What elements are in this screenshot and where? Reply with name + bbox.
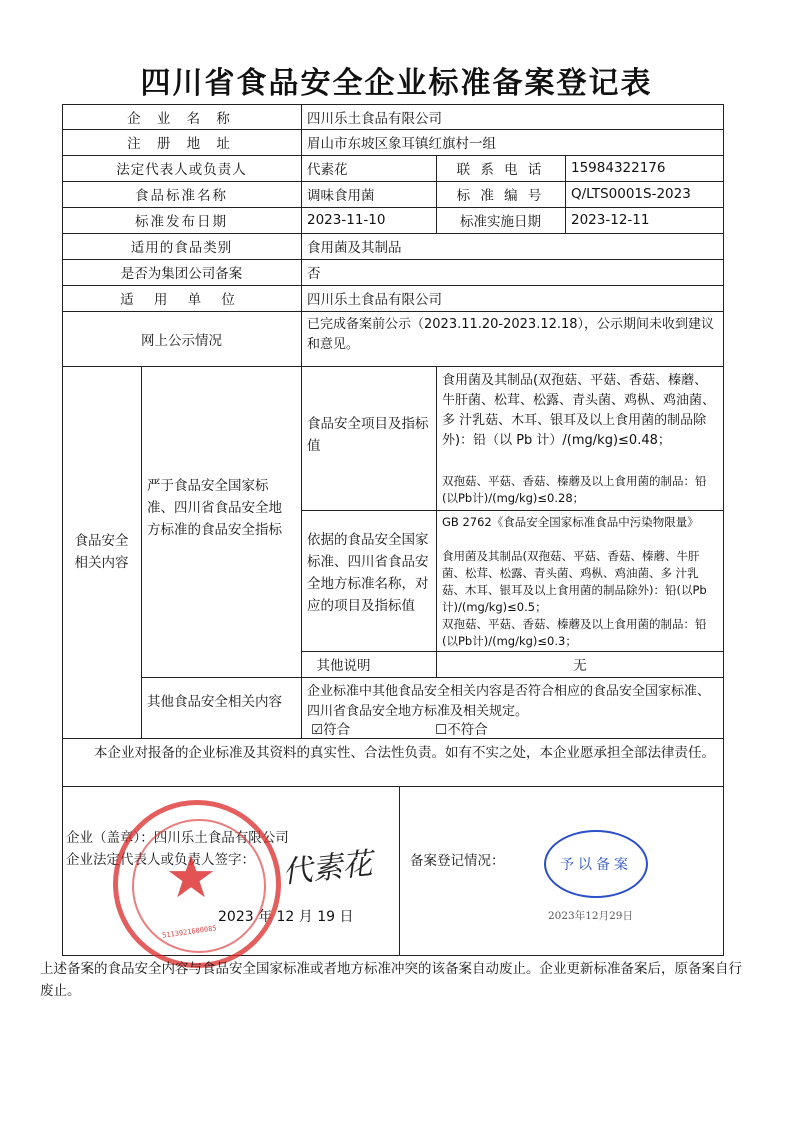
- basis-value-3: 双孢菇、平菇、香菇、榛蘑及以上食用菌的制品：铅(以Pb计)/(mg/kg)≤0.3；: [442, 617, 707, 648]
- page-title: 四川省食品安全企业标准备案登记表: [140, 66, 653, 101]
- publish-date-value: 2023-11-10: [307, 212, 386, 228]
- company-seal-line: 企业（盖章）：四川乐土食品有限公司: [66, 830, 289, 846]
- stamp-code: 5113921600085: [161, 924, 218, 940]
- other-content-label: 其他食品安全相关内容: [147, 694, 282, 710]
- std-no-label: 标 准 编 号: [456, 188, 545, 204]
- unit-label: 适 用 单 位: [120, 292, 243, 308]
- address-value: 眉山市东坡区象耳镇红旗村一组: [307, 136, 496, 152]
- other-note-label: 其他说明: [316, 658, 371, 674]
- basis-value-2: 食用菌及其制品(双孢菇、平菇、香菇、榛蘑、牛肝菌、松茸、松露、青头菌、鸡枞、鸡油菌、多 汁乳菇、木耳、银耳及以上食用菌的制品除外)：铅(以Pb计)/(mg/kg)≤0.5；: [442, 549, 707, 614]
- filing-status-label: 备案登记情况：: [410, 853, 505, 869]
- legal-rep-signature: 代素花: [280, 846, 374, 891]
- basis-label: 依据的食品安全国家标准、四川省食品安全地方标准名称，对应的项目及指标值: [307, 532, 429, 614]
- not-conform-checkbox[interactable]: ☐不符合: [435, 722, 488, 738]
- sign-date: 2023 年 12 月 19 日: [218, 909, 354, 925]
- company-name-label: 企 业 名 称: [127, 110, 236, 127]
- company-name-value: 四川乐土食品有限公司: [307, 110, 442, 127]
- item-label: 食品安全项目及指标值: [307, 416, 429, 454]
- basis-value-1: GB 2762《食品安全国家标准食品中污染物限量》: [442, 515, 699, 529]
- legal-rep-value: 代素花: [307, 162, 348, 178]
- star-icon: ★: [165, 843, 217, 911]
- publicity-label: 网上公示情况: [141, 332, 222, 349]
- safety-section-label: 食品安全相关内容: [74, 533, 129, 571]
- std-name-label: 食品标准名称: [135, 188, 228, 204]
- category-value: 食用菌及其制品: [307, 240, 402, 256]
- std-name-value: 调味食用菌: [307, 188, 375, 204]
- std-no-value: Q/LTS0001S-2023: [571, 186, 691, 202]
- impl-date-label: 标准实施日期: [460, 214, 541, 230]
- declaration-text: 本企业对报备的企业标准及其资料的真实性、合法性负责。如有不实之处，本企业愿承担全部法律责任。: [94, 745, 715, 761]
- group-filing-value: 否: [307, 266, 321, 282]
- group-filing-label: 是否为集团公司备案: [120, 266, 243, 282]
- legal-rep-label: 法定代表人或负责人: [116, 162, 247, 178]
- stricter-label: 严于食品安全国家标准、四川省食品安全地方标准的食品安全指标: [147, 478, 282, 538]
- unit-value: 四川乐土食品有限公司: [307, 292, 442, 308]
- company-seal-stamp: [113, 800, 281, 968]
- filing-date: 2023年12月29日: [548, 910, 633, 922]
- publish-date-label: 标准发布日期: [135, 214, 228, 230]
- footer-note: 上述备案的食品安全内容与食品安全国家标准或者地方标准冲突的该备案自动废止。企业更新标准备案后，原备案自行废止。: [40, 961, 742, 999]
- conform-checkbox[interactable]: ☑符合: [311, 722, 351, 738]
- other-content-text: 企业标准中其他食品安全相关内容是否符合相应的食品安全国家标准、四川省食品安全地方标准及相关规定。: [307, 684, 711, 719]
- address-label: 注 册 地 址: [127, 136, 236, 152]
- other-note-value: 无: [573, 658, 587, 674]
- legal-rep-sign-line: 企业法定代表人或负责人签字：: [66, 852, 255, 868]
- phone-label: 联 系 电 话: [456, 162, 545, 178]
- impl-date-value: 2023-12-11: [571, 212, 650, 228]
- category-label: 适用的食品类别: [130, 240, 233, 256]
- item-value-1: 食用菌及其制品(双孢菇、平菇、香菇、榛蘑、牛肝菌、松茸、松露、青头菌、鸡枞、鸡油菌、多 汁乳菇、木耳、银耳及以上食用菌的制品除外)：铅（以 Pb 计）/(mg/kg)≤0.48；: [442, 373, 716, 448]
- item-value-2: 双孢菇、平菇、香菇、榛蘑及以上食用菌的制品：铅(以Pb计)/(mg/kg)≤0.28；: [442, 474, 707, 505]
- phone-value: 15984322176: [571, 160, 666, 176]
- filing-approved-stamp: 予以备案: [544, 830, 648, 898]
- publicity-value: 已完成备案前公示（2023.11.20-2023.12.18），公示期间未收到建议和意见。: [307, 317, 715, 352]
